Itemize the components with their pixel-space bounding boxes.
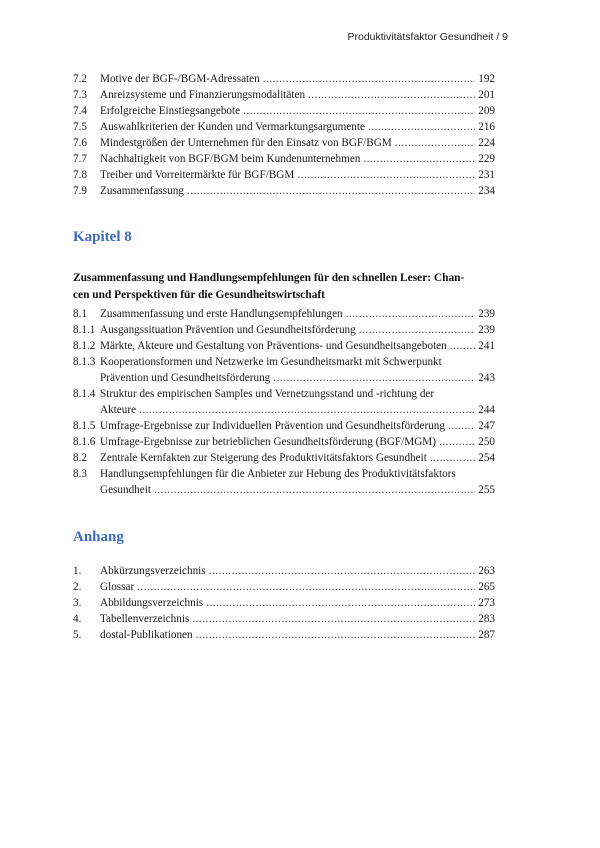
dot-leader bbox=[450, 338, 475, 354]
toc-entry-title: dostal-Publikationen bbox=[100, 629, 193, 641]
toc-entry-page: 247 bbox=[478, 420, 495, 432]
toc-entry[interactable] bbox=[73, 595, 495, 611]
dot-leader bbox=[137, 579, 475, 595]
toc-entry-page: 239 bbox=[478, 324, 495, 336]
dot-leader bbox=[196, 627, 476, 643]
toc-entry[interactable] bbox=[73, 71, 495, 87]
toc-entry-title: Abkürzungsverzeichnis bbox=[100, 565, 206, 577]
dot-leader bbox=[439, 434, 475, 450]
toc-entry-page: 229 bbox=[478, 153, 495, 165]
toc-entry[interactable] bbox=[73, 579, 495, 595]
toc-entry-title: Zusammenfassung bbox=[100, 185, 184, 197]
toc-appendix bbox=[73, 563, 495, 643]
toc-entry-number: 8.3 bbox=[73, 468, 87, 480]
toc-entry-title: Abbildungsverzeichnis bbox=[100, 597, 204, 609]
toc-entry[interactable] bbox=[73, 418, 495, 434]
toc-entry[interactable] bbox=[73, 135, 495, 151]
toc-entry[interactable] bbox=[73, 450, 495, 466]
toc-entry-title-line: Handlungsempfehlungen für die Anbieter zur Hebung des Produktivitätsfaktors bbox=[100, 468, 456, 480]
toc-entry-page: 192 bbox=[478, 73, 495, 85]
toc-entry[interactable] bbox=[73, 611, 495, 627]
toc-entry-title: Akteure bbox=[100, 404, 137, 416]
toc-entry-title: Märkte, Akteure und Gestaltung von Präventions- und Gesundheitsangeboten bbox=[100, 340, 447, 352]
running-header: Produktivitätsfaktor Gesundheit / 9 bbox=[347, 31, 508, 43]
toc-entry[interactable] bbox=[73, 183, 495, 199]
toc-entry-title: Umfrage-Ergebnisse zur Individuellen Prävention und Gesundheitsförderung bbox=[100, 420, 445, 432]
toc-chapter-7 bbox=[73, 71, 495, 199]
toc-entry-title: Glossar bbox=[100, 581, 135, 593]
toc-entry-title: Ausgangssituation Prävention und Gesundheitsförderung bbox=[100, 324, 356, 336]
toc-entry-number: 8.1 bbox=[73, 308, 87, 320]
toc-entry-number: 5. bbox=[73, 629, 82, 641]
toc-entry[interactable] bbox=[73, 151, 495, 167]
toc-entry-number: 7.3 bbox=[73, 89, 87, 101]
dot-leader bbox=[346, 306, 476, 322]
toc-entry-page: 239 bbox=[478, 308, 495, 320]
toc-chapter-8 bbox=[73, 306, 495, 498]
dot-leader bbox=[263, 71, 476, 87]
toc-entry-page: 234 bbox=[478, 185, 495, 197]
toc-entry[interactable] bbox=[73, 167, 495, 183]
toc-entry-number: 2. bbox=[73, 581, 82, 593]
toc-entry-title-line: Kooperationsformen und Netzwerke im Gesundheitsmarkt mit Schwerpunkt bbox=[100, 356, 442, 368]
toc-entry-number: 8.1.4 bbox=[73, 388, 96, 400]
toc-entry-page: 255 bbox=[478, 484, 495, 496]
toc-entry-page: 263 bbox=[478, 565, 495, 577]
dot-leader bbox=[187, 183, 475, 199]
dot-leader bbox=[395, 135, 475, 151]
toc-entry-number: 3. bbox=[73, 597, 82, 609]
toc-entry[interactable] bbox=[73, 338, 495, 354]
dot-leader bbox=[154, 482, 475, 498]
toc-entry-number: 7.6 bbox=[73, 137, 87, 149]
toc-entry-page: 241 bbox=[478, 340, 495, 352]
toc-entry-title: Umfrage-Ergebnisse zur betrieblichen Gesundheitsförderung (BGF/MGM) bbox=[100, 436, 436, 448]
toc-entry-page: 224 bbox=[478, 137, 495, 149]
chapter-heading: Kapitel 8 bbox=[73, 229, 132, 245]
toc-entry[interactable] bbox=[73, 306, 495, 322]
toc-entry-title: Erfolgreiche Einstiegsangebote bbox=[100, 105, 241, 117]
dot-leader bbox=[363, 151, 475, 167]
toc-entry-title: Auswahlkriterien der Kunden und Vermarktungsargumente bbox=[100, 121, 365, 133]
toc-entry-number: 1. bbox=[73, 565, 82, 577]
dot-leader bbox=[430, 450, 475, 466]
chapter-title-line: cen und Perspektiven für die Gesundheitswirtschaft bbox=[73, 289, 325, 301]
toc-entry[interactable] bbox=[73, 103, 495, 119]
toc-entry-title: Zusammenfassung und erste Handlungsempfehlungen bbox=[100, 308, 343, 320]
toc-entry-page: 209 bbox=[478, 105, 495, 117]
toc-entry-page: 244 bbox=[478, 404, 495, 416]
toc-entry-title: Tabellenverzeichnis bbox=[100, 613, 190, 625]
toc-entry-page: 243 bbox=[478, 372, 495, 384]
toc-entry-title: Mindestgrößen der Unternehmen für den Einsatz von BGF/BGM bbox=[100, 137, 392, 149]
toc-entry[interactable] bbox=[73, 627, 495, 643]
toc-entry-page: 287 bbox=[478, 629, 495, 641]
toc-entry-page: 265 bbox=[478, 581, 495, 593]
toc-entry[interactable] bbox=[73, 386, 495, 418]
toc-entry-title: Zentrale Kernfakten zur Steigerung des Produktivitätsfaktors Gesundheit bbox=[100, 452, 427, 464]
dot-leader bbox=[206, 595, 475, 611]
toc-entry-number: 7.8 bbox=[73, 169, 87, 181]
dot-leader bbox=[359, 322, 475, 338]
dot-leader bbox=[139, 402, 475, 418]
dot-leader bbox=[297, 167, 475, 183]
toc-entry-number: 8.1.6 bbox=[73, 436, 96, 448]
toc-entry-title: Gesundheit bbox=[100, 484, 151, 496]
appendix-heading: Anhang bbox=[73, 529, 124, 545]
chapter-title bbox=[73, 270, 513, 304]
toc-entry-number: 7.9 bbox=[73, 185, 87, 197]
toc-entry[interactable] bbox=[73, 119, 495, 135]
toc-entry-title: Motive der BGF-/BGM-Adressaten bbox=[100, 73, 260, 85]
toc-entry-page: 231 bbox=[478, 169, 495, 181]
dot-leader bbox=[192, 611, 475, 627]
toc-entry[interactable] bbox=[73, 354, 495, 386]
toc-entry[interactable] bbox=[73, 466, 495, 498]
toc-entry-number: 7.4 bbox=[73, 105, 87, 117]
toc-entry-page: 250 bbox=[478, 436, 495, 448]
toc-entry-title: Anreizsysteme und Finanzierungsmodalitäten bbox=[100, 89, 306, 101]
toc-entry-page: 201 bbox=[478, 89, 495, 101]
toc-entry-number: 8.1.5 bbox=[73, 420, 96, 432]
toc-entry[interactable] bbox=[73, 87, 495, 103]
toc-entry-page: 216 bbox=[478, 121, 495, 133]
toc-entry-number: 7.7 bbox=[73, 153, 87, 165]
dot-leader bbox=[448, 418, 475, 434]
toc-entry-number: 7.2 bbox=[73, 73, 87, 85]
toc-entry-number: 8.1.3 bbox=[73, 356, 96, 368]
dot-leader bbox=[308, 87, 475, 103]
chapter-title-line: Zusammenfassung und Handlungsempfehlungen für den schnellen Leser: Chan- bbox=[73, 272, 465, 284]
toc-entry-page: 283 bbox=[478, 613, 495, 625]
dot-leader bbox=[368, 119, 475, 135]
toc-entry-number: 8.1.1 bbox=[73, 324, 96, 336]
toc-entry-title: Prävention und Gesundheitsförderung bbox=[100, 372, 271, 384]
toc-entry-page: 273 bbox=[478, 597, 495, 609]
toc-entry[interactable] bbox=[73, 563, 495, 579]
toc-entry-title-line: Struktur des empirischen Samples und Vernetzungsstand und -richtung der bbox=[100, 388, 435, 400]
toc-entry-number: 7.5 bbox=[73, 121, 87, 133]
toc-entry-title: Nachhaltigkeit von BGF/BGM beim Kundenunternehmen bbox=[100, 153, 361, 165]
toc-entry[interactable] bbox=[73, 322, 495, 338]
toc-entry-title: Treiber und Vorreitermärkte für BGF/BGM bbox=[100, 169, 295, 181]
toc-entry-number: 8.1.2 bbox=[73, 340, 96, 352]
dot-leader bbox=[273, 370, 475, 386]
toc-entry[interactable] bbox=[73, 434, 495, 450]
dot-leader bbox=[209, 563, 476, 579]
toc-entry-number: 8.2 bbox=[73, 452, 87, 464]
toc-entry-page: 254 bbox=[478, 452, 495, 464]
dot-leader bbox=[243, 103, 475, 119]
toc-entry-number: 4. bbox=[73, 613, 82, 625]
